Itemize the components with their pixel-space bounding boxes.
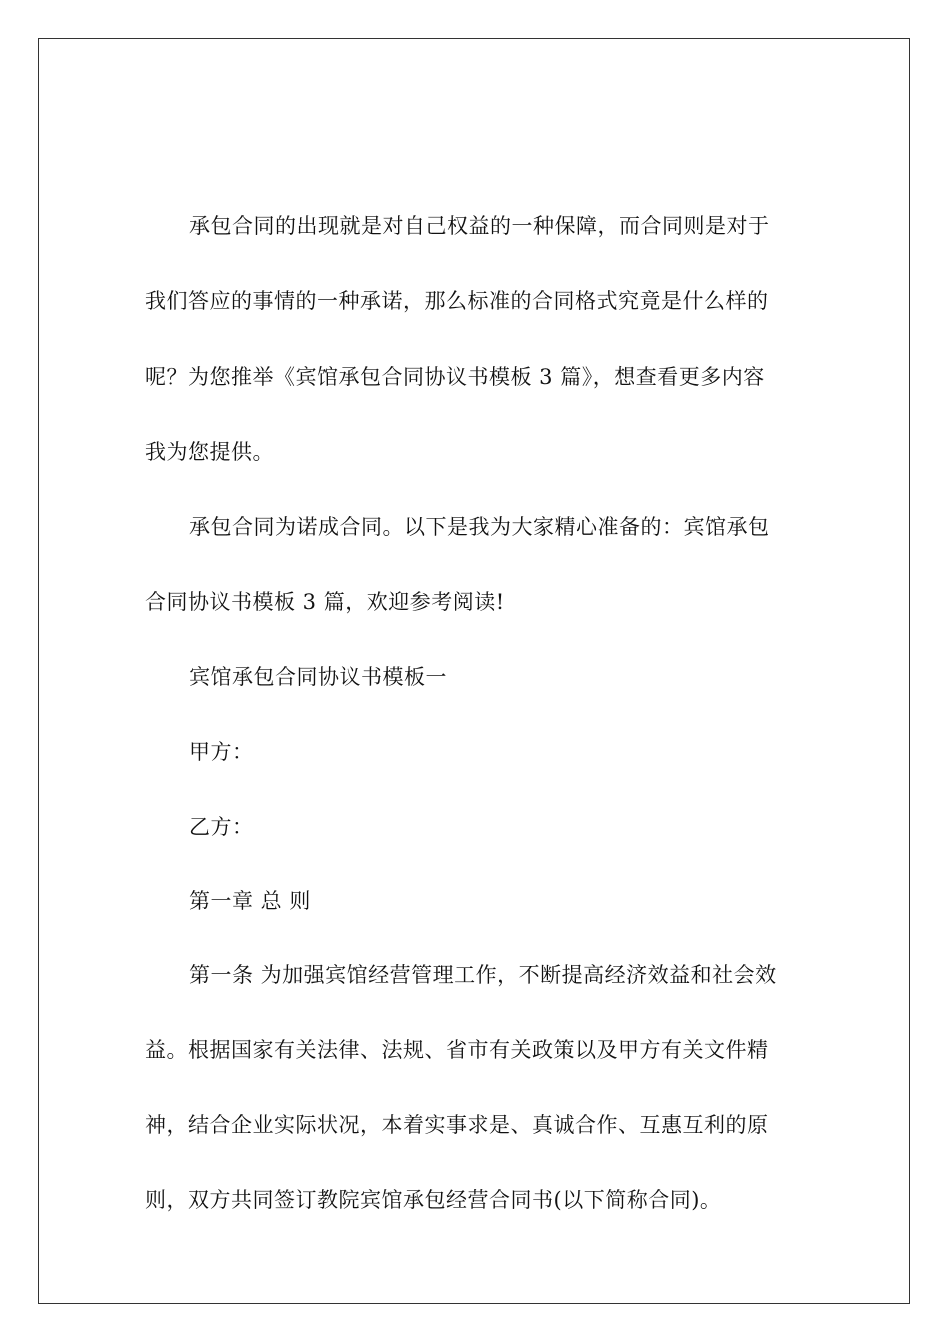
intro2-line-1: 承包合同为诺成合同。以下是我为大家精心准备的：宾馆承包	[189, 515, 770, 539]
chapter-heading: 第一章 总 则	[189, 889, 311, 913]
party-b-label: 乙方：	[189, 815, 254, 839]
intro-line-4: 我为您提供。	[145, 440, 274, 464]
article-line-4: 则，双方共同签订教院宾馆承包经营合同书(以下简称合同)。	[145, 1188, 722, 1212]
intro-line-3: 呢？为您推举《宾馆承包合同协议书模板 3 篇》，想查看更多内容	[145, 365, 765, 389]
intro-line-1: 承包合同的出现就是对自己权益的一种保障，而合同则是对于	[189, 214, 770, 238]
article-line-3: 神，结合企业实际状况，本着实事求是、真诚合作、互惠互利的原	[145, 1113, 769, 1137]
article-line-2: 益。根据国家有关法律、法规、省市有关政策以及甲方有关文件精	[145, 1038, 769, 1062]
template-heading: 宾馆承包合同协议书模板一	[189, 665, 447, 689]
intro-line-2: 我们答应的事情的一种承诺，那么标准的合同格式究竟是什么样的	[145, 289, 769, 313]
intro2-line-2: 合同协议书模板 3 篇，欢迎参考阅读!	[145, 590, 505, 614]
party-a-label: 甲方：	[189, 740, 254, 764]
article-line-1: 第一条 为加强宾馆经营管理工作，不断提高经济效益和社会效	[189, 963, 777, 987]
